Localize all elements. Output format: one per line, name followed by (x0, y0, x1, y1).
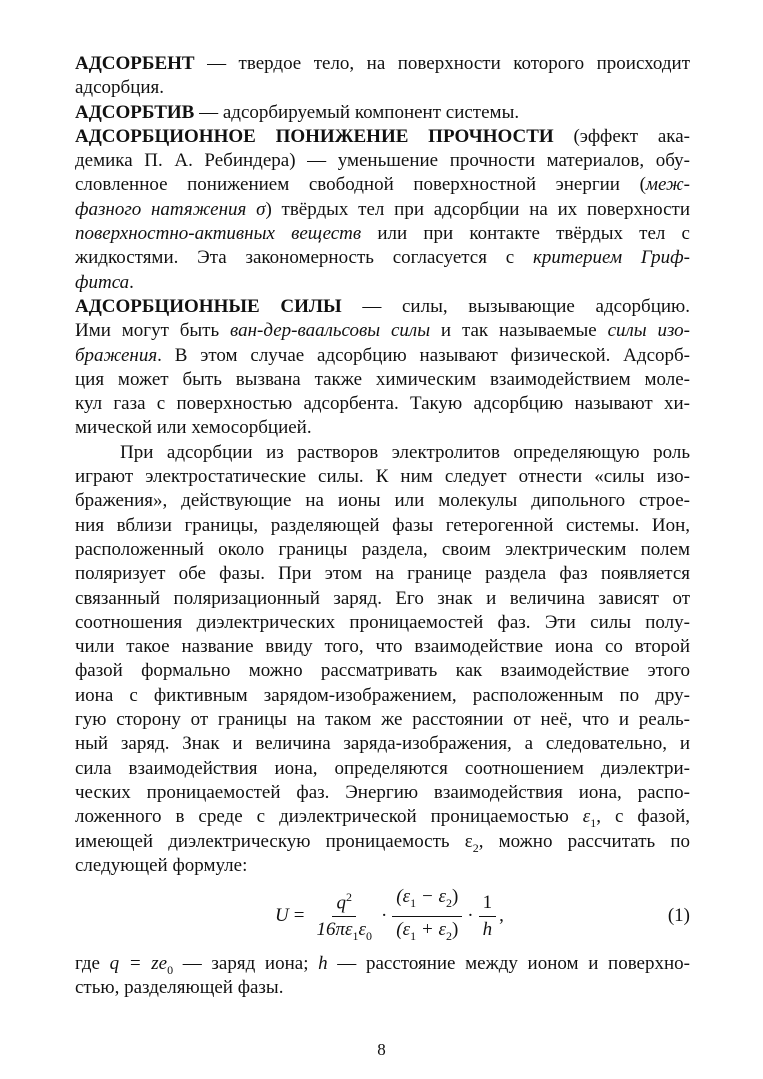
formula-inline: q = ze (109, 953, 168, 975)
paragraph-line (75, 562, 690, 586)
entry-forces-line-6 (75, 416, 690, 440)
definition-text: ция может быть вызвана также химическим взаимодействием моле- (75, 368, 690, 390)
paragraph-text: бражения», действующие на ионы или молекулы дипольного строе- (75, 490, 690, 512)
subscript: 2 (445, 928, 452, 943)
entry-adsorbtiv-line-1 (75, 101, 690, 125)
paragraph-text: — заряд иона; (173, 953, 319, 975)
paragraph-line (75, 587, 690, 611)
paragraph-text: стью, разделяющей фазы. (75, 977, 284, 999)
paragraph-text: расположенный около границы раздела, своим электрическим полем (75, 538, 690, 560)
subscript: 1 (352, 928, 359, 943)
paragraph-line (75, 611, 690, 635)
paragraph-text: — расстояние между ионом и поверхно- (327, 953, 690, 975)
entry-strength-line-4 (75, 198, 690, 222)
entry-strength-line-3 (75, 173, 690, 197)
term-strength-reduction: АДСОРБЦИОННОЕ ПОНИЖЕНИЕ ПРОЧНОСТИ (75, 125, 554, 147)
formula-comma: , (499, 905, 504, 927)
definition-text: демика П. А. Ребиндера) — уменьшение прочности материалов, обу- (75, 150, 690, 172)
paragraph-text: где (75, 953, 110, 975)
formula-text: − ε (416, 885, 446, 907)
paragraph-text: При адсорбции из растворов электролитов определяющую роль (120, 441, 690, 463)
definition-text: — силы, вызывающие адсорбцию. (341, 295, 691, 317)
fraction-numerator (332, 885, 356, 917)
italic-term: бражения (75, 344, 158, 366)
formula-text: (ε (396, 918, 411, 940)
symbol-epsilon: ε (582, 806, 591, 828)
definition-text: — адсорбируемый компонент системы. (194, 101, 520, 123)
entry-forces-line-2 (75, 319, 690, 343)
term-adsorbent: АДСОРБЕНТ (75, 53, 195, 74)
formula-lhs: U (275, 905, 289, 927)
term-adsorption-forces: АДСОРБЦИОННЫЕ СИЛЫ (75, 295, 342, 317)
definition-text: жидкостями. Эта закономерность согласуется с (75, 247, 533, 269)
formula-block (75, 882, 690, 950)
formula-text: ) (451, 885, 459, 907)
subscript: 0 (365, 928, 372, 943)
entry-strength-line-2 (75, 149, 690, 173)
paragraph-text: , можно рассчитать по (478, 830, 690, 852)
superscript: 2 (345, 889, 352, 904)
entry-strength-line-5 (75, 222, 690, 246)
paragraph-text: связанный поляризационный заряд. Его знак и величина зависят от (75, 587, 690, 609)
formula-text: + ε (416, 918, 446, 940)
paragraph-text: ложенного в среде с диэлектрической проницаемостью (75, 806, 583, 828)
formula-equals: = (293, 905, 305, 927)
paragraph-line (75, 635, 690, 659)
paragraph-line (75, 465, 690, 489)
paragraph-text: , с фазой, (596, 806, 690, 828)
entry-adsorbent-line-2 (75, 76, 690, 100)
paragraph-line (75, 538, 690, 562)
fraction-numerator (392, 885, 462, 917)
entry-forces-line-5 (75, 392, 690, 416)
denominator-text: 16πε (316, 918, 353, 940)
italic-term: силы изо- (607, 320, 690, 342)
fraction-denominator (392, 917, 462, 948)
paragraph-line (75, 489, 690, 513)
entry-forces-line-4 (75, 368, 690, 392)
subscript: 1 (590, 816, 597, 830)
italic-term: ван-дер-ваальсовы силы (230, 320, 431, 342)
subscript: 1 (410, 895, 417, 910)
definition-text: словленное понижением свободной поверхностной энергии ( (75, 174, 646, 196)
paragraph-text: ный заряд. Знак и величина заряда-изображения, а следовательно, и (75, 733, 690, 755)
paragraph-text: гую сторону от границы на таком же расстоянии от неё, что и реаль- (75, 709, 690, 731)
subscript: 0 (167, 962, 174, 977)
paragraph-text: иона с фиктивным зарядом-изображением, расположенным по дру- (75, 684, 690, 706)
paragraph-text: следующей формуле: (75, 854, 248, 876)
term-adsorbtiv: АДСОРБТИВ (75, 101, 195, 123)
definition-text: Ими могут быть (75, 320, 231, 342)
paragraph-line (75, 830, 690, 854)
definition-text: . (129, 271, 134, 293)
formula-text: ) (451, 918, 459, 940)
italic-term: фазного натяжения σ (75, 198, 266, 220)
paragraph-line (75, 441, 690, 465)
fraction-denominator (312, 917, 376, 948)
formula-dot: · (380, 905, 388, 927)
definition-text: — твердое тело, на поверхности которого происходит (194, 53, 690, 74)
paragraph-line (75, 659, 690, 683)
definition-text: (эффект ака- (553, 125, 690, 147)
italic-term: критерием Гриф- (532, 247, 690, 269)
paragraph-text: имеющей диэлектрическую проницаемость (75, 830, 465, 852)
symbol-q: q (336, 891, 346, 913)
definition-text: ) твёрдых тел при адсорбции на их поверхности (265, 198, 691, 220)
paragraph-line (75, 514, 690, 538)
paragraph-line (75, 732, 690, 756)
entry-strength-line-1 (75, 125, 690, 149)
paragraph-text: соотношения диэлектрических проницаемостей фаз. Эти силы полу- (75, 611, 690, 633)
paragraph-text: чили такое название ввиду того, что взаимодействие иона со второй (75, 636, 690, 658)
paragraph-line (75, 708, 690, 732)
paragraph-line (75, 684, 690, 708)
paragraph-text: фазой формально можно рассматривать как взаимодействие этого (75, 660, 690, 682)
paragraph-line (75, 805, 690, 829)
entry-adsorbent-line-1 (75, 52, 690, 76)
paragraph-line (75, 781, 690, 805)
definition-text: или при контакте твёрдых тел с (361, 223, 690, 245)
fraction-epsilon-ratio (392, 885, 462, 948)
paragraph-text: играют электростатические силы. К ним следует отнести «силы изо- (75, 466, 690, 488)
italic-term: фитса (75, 271, 130, 293)
symbol-epsilon: ε (358, 918, 366, 940)
symbol-h: h (318, 953, 328, 975)
definition-text: мической или хемосорбцией. (75, 417, 312, 439)
definition-text: адсорбция. (75, 77, 165, 99)
paragraph-text: ческих проницаемостей фаз. Энергию взаимодействия иона, распо- (75, 781, 690, 803)
equation-number: (1) (667, 905, 690, 927)
subscript: 2 (472, 840, 479, 855)
paragraph-text: ния вблизи границы, разделяющей фазы гетерогенной системы. Ион, (75, 514, 690, 536)
entry-forces-line-3 (75, 344, 690, 368)
entry-forces-line-1 (75, 295, 690, 319)
subscript: 1 (410, 928, 417, 943)
entry-strength-line-7 (75, 271, 690, 295)
after-formula-line-2 (75, 976, 690, 1000)
after-formula-line-1 (75, 952, 690, 976)
fraction-prefactor (312, 885, 376, 948)
page-body (75, 52, 690, 1001)
symbol-epsilon: ε (464, 830, 473, 852)
paragraph-text: сила взаимодействия иона, определяются соотношением диэлектри- (75, 757, 690, 779)
formula-text: (ε (396, 885, 411, 907)
definition-text: кул газа с поверхностью адсорбента. Такую адсорбцию называют хи- (75, 393, 690, 415)
entry-strength-line-6 (75, 246, 690, 270)
subscript: 2 (445, 895, 452, 910)
fraction-numerator: 1 (479, 891, 497, 917)
italic-term: поверхностно-активных веществ (75, 223, 362, 245)
definition-text: . В этом случае адсорбцию называют физической. Адсорб- (157, 344, 690, 366)
definition-text: и так называемые (430, 320, 608, 342)
paragraph-text: поляризует обе фазы. При этом на границе раздела фаз появляется (75, 563, 690, 585)
formula-dot: · (467, 905, 474, 927)
paragraph-line (75, 757, 690, 781)
paragraph-line (75, 854, 690, 878)
italic-term: меж- (645, 174, 690, 196)
formula (275, 882, 504, 950)
fraction-inverse-distance (479, 891, 497, 942)
page-number: 8 (377, 1040, 386, 1059)
fraction-denominator: h (482, 918, 493, 940)
